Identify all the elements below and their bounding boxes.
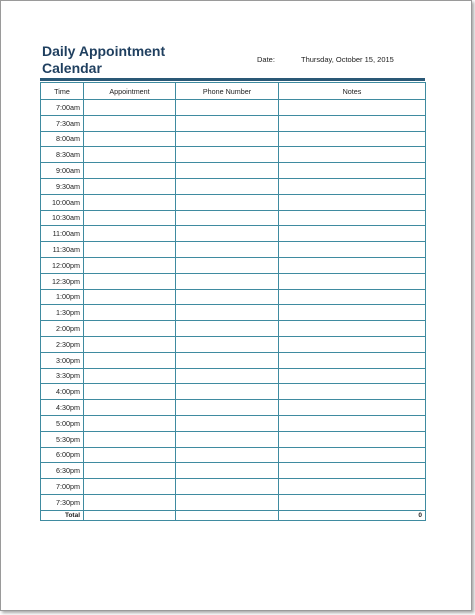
- title-line-1: Daily Appointment: [42, 43, 166, 59]
- notes-cell[interactable]: [279, 447, 426, 463]
- table-row: [41, 210, 426, 226]
- time-cell: 7:30am: [41, 115, 84, 131]
- notes-cell[interactable]: [279, 479, 426, 495]
- header-phone-number: Phone Number: [176, 83, 279, 100]
- time-cell: 5:30pm: [41, 431, 84, 447]
- time-cell: 11:00am: [41, 226, 84, 242]
- appointment-cell[interactable]: [84, 131, 176, 147]
- table-row: [41, 321, 426, 337]
- phone-number-cell[interactable]: [176, 336, 279, 352]
- table-row: [41, 494, 426, 510]
- phone-number-cell[interactable]: [176, 273, 279, 289]
- phone-number-cell[interactable]: [176, 210, 279, 226]
- time-cell: 7:00pm: [41, 479, 84, 495]
- notes-cell[interactable]: [279, 463, 426, 479]
- notes-cell[interactable]: [279, 178, 426, 194]
- table-row: [41, 447, 426, 463]
- table-row: [41, 194, 426, 210]
- appointment-cell[interactable]: [84, 289, 176, 305]
- time-cell: 2:30pm: [41, 336, 84, 352]
- appointment-cell[interactable]: [84, 226, 176, 242]
- time-cell: 8:00am: [41, 131, 84, 147]
- phone-number-cell[interactable]: [176, 305, 279, 321]
- table-row: [41, 115, 426, 131]
- appointment-cell[interactable]: [84, 115, 176, 131]
- total-appointment-cell: [84, 510, 176, 520]
- date-value[interactable]: Thursday, October 15, 2015: [301, 55, 394, 64]
- phone-number-cell[interactable]: [176, 178, 279, 194]
- phone-number-cell[interactable]: [176, 131, 279, 147]
- appointment-cell[interactable]: [84, 463, 176, 479]
- notes-cell[interactable]: [279, 242, 426, 258]
- total-label: Total: [41, 510, 84, 520]
- appointment-cell[interactable]: [84, 479, 176, 495]
- notes-cell[interactable]: [279, 368, 426, 384]
- table-row: [41, 400, 426, 416]
- phone-number-cell[interactable]: [176, 226, 279, 242]
- time-cell: 4:00pm: [41, 384, 84, 400]
- notes-cell[interactable]: [279, 273, 426, 289]
- notes-cell[interactable]: [279, 226, 426, 242]
- appointment-cell[interactable]: [84, 242, 176, 258]
- time-cell: 6:00pm: [41, 447, 84, 463]
- notes-cell[interactable]: [279, 384, 426, 400]
- notes-cell[interactable]: [279, 131, 426, 147]
- table-row: [41, 415, 426, 431]
- notes-cell[interactable]: [279, 289, 426, 305]
- table-row: [41, 178, 426, 194]
- appointment-cell[interactable]: [84, 257, 176, 273]
- phone-number-cell[interactable]: [176, 257, 279, 273]
- header-rule: [40, 78, 425, 81]
- time-cell: 11:30am: [41, 242, 84, 258]
- total-value: 0: [279, 510, 426, 520]
- table-row: [41, 289, 426, 305]
- appointment-cell[interactable]: [84, 321, 176, 337]
- table-row: [41, 463, 426, 479]
- table-row: [41, 431, 426, 447]
- phone-number-cell[interactable]: [176, 115, 279, 131]
- phone-number-cell[interactable]: [176, 321, 279, 337]
- appointment-cell[interactable]: [84, 273, 176, 289]
- notes-cell[interactable]: [279, 305, 426, 321]
- notes-cell[interactable]: [279, 100, 426, 116]
- phone-number-cell[interactable]: [176, 415, 279, 431]
- table-row: [41, 352, 426, 368]
- appointment-cell[interactable]: [84, 447, 176, 463]
- notes-cell[interactable]: [279, 257, 426, 273]
- time-cell: 12:00pm: [41, 257, 84, 273]
- phone-number-cell[interactable]: [176, 479, 279, 495]
- time-cell: 10:30am: [41, 210, 84, 226]
- document-title: [42, 43, 192, 77]
- time-cell: 9:30am: [41, 178, 84, 194]
- header-notes: Notes: [279, 83, 426, 100]
- time-cell: 7:30pm: [41, 494, 84, 510]
- notes-cell[interactable]: [279, 400, 426, 416]
- table-row: [41, 368, 426, 384]
- appointment-cell[interactable]: [84, 415, 176, 431]
- appointment-cell[interactable]: [84, 336, 176, 352]
- total-row: [41, 510, 426, 520]
- notes-cell[interactable]: [279, 415, 426, 431]
- table-row: [41, 163, 426, 179]
- appointment-cell[interactable]: [84, 100, 176, 116]
- phone-number-cell[interactable]: [176, 494, 279, 510]
- appointment-cell[interactable]: [84, 178, 176, 194]
- appointment-cell[interactable]: [84, 352, 176, 368]
- time-cell: 1:00pm: [41, 289, 84, 305]
- table-row: [41, 273, 426, 289]
- table-body: [41, 100, 426, 521]
- date-label: Date:: [257, 55, 275, 64]
- phone-number-cell[interactable]: [176, 368, 279, 384]
- title-line-2: Calendar: [42, 60, 102, 76]
- appointment-cell[interactable]: [84, 147, 176, 163]
- phone-number-cell[interactable]: [176, 147, 279, 163]
- phone-number-cell[interactable]: [176, 289, 279, 305]
- notes-cell[interactable]: [279, 210, 426, 226]
- total-phone-cell: [176, 510, 279, 520]
- time-cell: 10:00am: [41, 194, 84, 210]
- table-row: [41, 100, 426, 116]
- time-cell: 4:30pm: [41, 400, 84, 416]
- time-cell: 5:00pm: [41, 415, 84, 431]
- time-cell: 1:30pm: [41, 305, 84, 321]
- notes-cell[interactable]: [279, 147, 426, 163]
- table-row: [41, 131, 426, 147]
- table-row: [41, 242, 426, 258]
- time-cell: 9:00am: [41, 163, 84, 179]
- phone-number-cell[interactable]: [176, 242, 279, 258]
- table-row: [41, 257, 426, 273]
- time-cell: 6:30pm: [41, 463, 84, 479]
- appointment-cell[interactable]: [84, 368, 176, 384]
- phone-number-cell[interactable]: [176, 384, 279, 400]
- table-row: [41, 226, 426, 242]
- phone-number-cell[interactable]: [176, 352, 279, 368]
- time-cell: 7:00am: [41, 100, 84, 116]
- table-row: [41, 147, 426, 163]
- appointment-table: [40, 82, 426, 521]
- notes-cell[interactable]: [279, 431, 426, 447]
- appointment-cell[interactable]: [84, 194, 176, 210]
- table-row: [41, 336, 426, 352]
- appointment-cell[interactable]: [84, 210, 176, 226]
- phone-number-cell[interactable]: [176, 447, 279, 463]
- phone-number-cell[interactable]: [176, 100, 279, 116]
- notes-cell[interactable]: [279, 336, 426, 352]
- phone-number-cell[interactable]: [176, 431, 279, 447]
- time-cell: 3:30pm: [41, 368, 84, 384]
- time-cell: 12:30pm: [41, 273, 84, 289]
- phone-number-cell[interactable]: [176, 400, 279, 416]
- appointment-cell[interactable]: [84, 305, 176, 321]
- time-cell: 3:00pm: [41, 352, 84, 368]
- table-row: [41, 305, 426, 321]
- appointment-cell[interactable]: [84, 400, 176, 416]
- notes-cell[interactable]: [279, 115, 426, 131]
- header-appointment: Appointment: [84, 83, 176, 100]
- notes-cell[interactable]: [279, 352, 426, 368]
- table-header-row: [41, 83, 426, 100]
- phone-number-cell[interactable]: [176, 463, 279, 479]
- notes-cell[interactable]: [279, 494, 426, 510]
- table-row: [41, 479, 426, 495]
- appointment-cell[interactable]: [84, 431, 176, 447]
- time-cell: 2:00pm: [41, 321, 84, 337]
- notes-cell[interactable]: [279, 163, 426, 179]
- appointment-cell[interactable]: [84, 384, 176, 400]
- phone-number-cell[interactable]: [176, 163, 279, 179]
- notes-cell[interactable]: [279, 321, 426, 337]
- header-time: Time: [41, 83, 84, 100]
- appointment-cell[interactable]: [84, 163, 176, 179]
- notes-cell[interactable]: [279, 194, 426, 210]
- table-row: [41, 384, 426, 400]
- phone-number-cell[interactable]: [176, 194, 279, 210]
- time-cell: 8:30am: [41, 147, 84, 163]
- appointment-cell[interactable]: [84, 494, 176, 510]
